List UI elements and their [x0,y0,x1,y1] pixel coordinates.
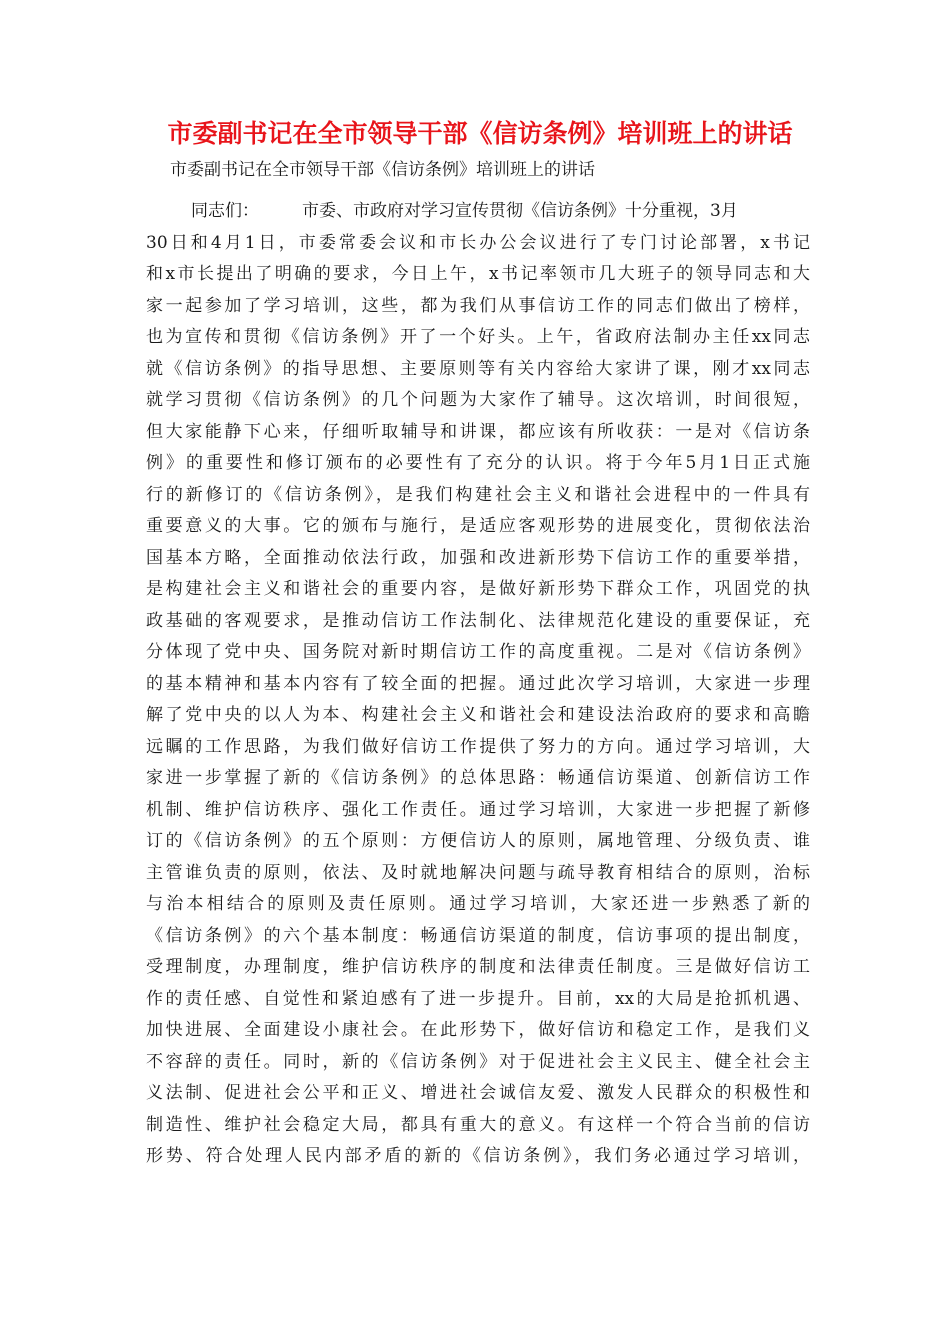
body-line: 国基本方略，全面推动依法行政，加强和改进新形势下信访工作的重要举措， [146,547,810,568]
body-line: 例》的重要性和修订颁布的必要性有了充分的认识。将于今年5月1日正式施 [146,453,810,473]
document-body [146,196,810,1173]
body-line: 与治本相结合的原则及责任原则。通过学习培训，大家还进一步熟悉了新的 [146,894,810,914]
body-line: 行的新修订的《信访条例》，是我们构建社会主义和谐社会进程中的一件具有 [146,484,810,505]
body-line: 解了党中央的以人为本、构建社会主义和谐社会和建设法治政府的要求和高瞻 [146,705,810,725]
body-line: 主管谁负责的原则，依法、及时就地解决问题与疏导教育相结合的原则，治标 [146,862,810,883]
body-line: 家进一步掌握了新的《信访条例》的总体思路：畅通信访渠道、创新信访工作 [146,768,810,788]
body-line: 形势、符合处理人民内部矛盾的新的《信访条例》，我们务必通过学习培训， [146,1146,810,1166]
greeting: 同志们： [191,201,259,221]
body-line: 30日和4月1日，市委常委会议和市长办公会议进行了专门讨论部署，x书记 [146,232,810,253]
body-line: 作的责任感、自觉性和紧迫感有了进一步提升。目前，xx的大局是抢抓机遇、 [146,988,810,1009]
body-line: 重要意义的大事。它的颁布与施行，是适应客观形势的进展变化，贯彻依法治 [146,516,810,536]
body-line: 订的《信访条例》的五个原则：方便信访人的原则，属地管理、分级负责、谁 [146,831,810,851]
body-line: 也为宣传和贯彻《信访条例》开了一个好头。上午，省政府法制办主任xx同志 [146,327,810,347]
body-line: 但大家能静下心来，仔细听取辅导和讲课，都应该有所收获：一是对《信访条 [146,421,810,442]
body-line: 家一起参加了学习培训，这些，都为我们从事信访工作的同志们做出了榜样， [146,295,810,316]
body-line: 远瞩的工作思路，为我们做好信访工作提供了努力的方向。通过学习培训，大 [146,736,810,757]
body-line: 受理制度，办理制度，维护信访秩序的制度和法律责任制度。三是做好信访工 [146,957,810,977]
body-line: 就《信访条例》的指导思想、主要原则等有关内容给大家讲了课，刚才xx同志 [146,358,810,379]
body-line: 制造性、维护社会稳定大局，都具有重大的意义。有这样一个符合当前的信访 [146,1114,810,1135]
body-line: 的基本精神和基本内容有了较全面的把握。通过此次学习培训，大家进一步理 [146,673,810,694]
body-line-text: 市委、市政府对学习宣传贯彻《信访条例》十分重视，3月 [302,201,738,221]
body-line: 分体现了党中央、国务院对新时期信访工作的高度重视。二是对《信访条例》 [146,642,810,662]
body-line: 是构建社会主义和谐社会的重要内容，是做好新形势下群众工作，巩固党的执 [146,579,810,599]
body-line: 义法制、促进社会公平和正义、增进社会诚信友爱、激发人民群众的积极性和 [146,1083,810,1103]
body-line: 就学习贯彻《信访条例》的几个问题为大家作了辅导。这次培训，时间很短， [146,390,810,410]
body-line: 不容辞的责任。同时，新的《信访条例》对于促进社会主义民主、健全社会主 [146,1051,810,1072]
body-line: 政基础的客观要求，是推动信访工作法制化、法律规范化建设的重要保证，充 [146,610,810,631]
body-line: 机制、维护信访秩序、强化工作责任。通过学习培训，大家进一步把握了新修 [146,799,810,820]
body-line: 和x市长提出了明确的要求，今日上午，x书记率领市几大班子的领导同志和大 [146,264,810,284]
body-line: 《信访条例》的六个基本制度：畅通信访渠道的制度，信访事项的提出制度， [146,925,810,946]
body-line: 加快进展、全面建设小康社会。在此形势下，做好信访和稳定工作，是我们义 [146,1020,810,1040]
document-subtitle: 市委副书记在全市领导干部《信访条例》培训班上的讲话 [170,160,595,180]
document-title: 市委副书记在全市领导干部《信访条例》培训班上的讲话 [167,119,793,148]
body-line [146,196,810,228]
